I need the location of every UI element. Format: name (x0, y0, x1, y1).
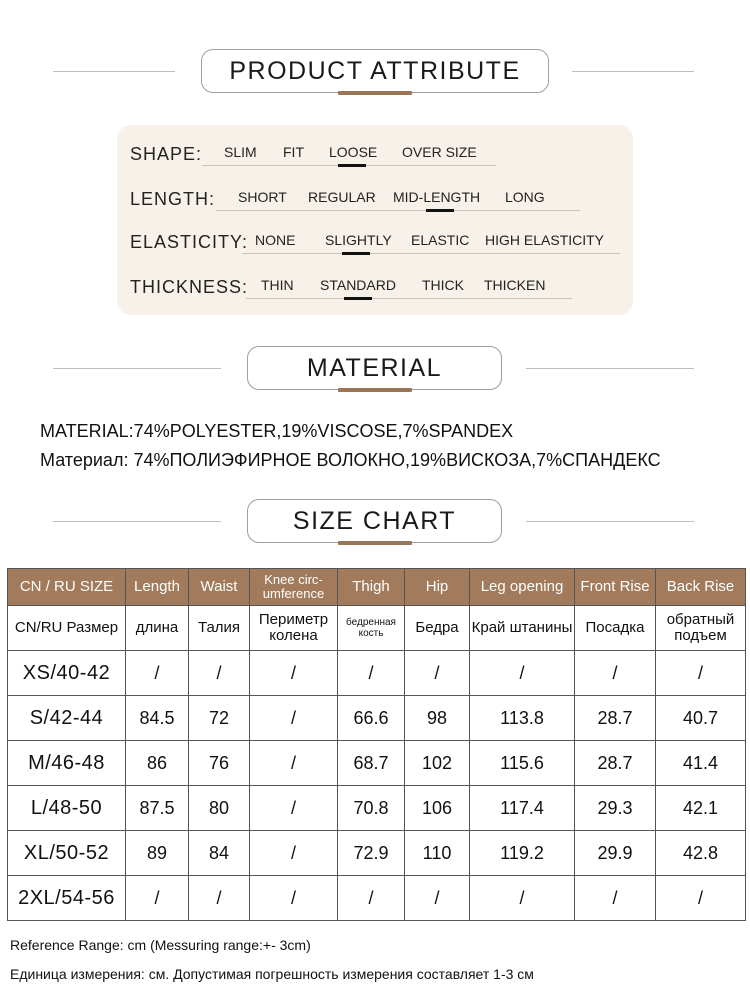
table-row (8, 651, 746, 696)
size-chart-header (0, 499, 750, 543)
divider-left (53, 368, 221, 369)
attribute-option: LONG (505, 189, 545, 205)
table-row (8, 831, 746, 876)
header-cell: Waist (189, 569, 250, 606)
subheader-cell: Посадка (575, 606, 656, 651)
subheader-cell: обратный подъем (656, 606, 746, 651)
header-cell: Hip (405, 569, 470, 606)
table-cell: 68.7 (338, 741, 405, 786)
divider-right (526, 521, 694, 522)
header-cell: Back Rise (656, 569, 746, 606)
attribute-option-selected: MID-LENGTH (393, 189, 481, 205)
attribute-rule (242, 253, 620, 254)
table-row (8, 741, 746, 786)
table-cell: / (338, 876, 405, 921)
material-title-text: MATERIAL (306, 353, 443, 382)
attribute-label: THICKNESS: (130, 277, 249, 297)
attribute-rule (246, 298, 572, 299)
table-cell: 98 (405, 696, 470, 741)
attribute-option: THIN (261, 277, 294, 293)
title-accent (338, 91, 412, 95)
table-cell: 28.7 (575, 741, 656, 786)
table-cell: 42.1 (656, 786, 746, 831)
subheader-cell: Бедра (405, 606, 470, 651)
subheader-cell: длина (126, 606, 189, 651)
attribute-label: SHAPE: (130, 144, 203, 164)
size-chart-table (7, 568, 746, 921)
table-cell: / (189, 651, 250, 696)
size-cell: XL/50-52 (8, 831, 126, 876)
header-cell: Thigh (338, 569, 405, 606)
table-cell: / (470, 651, 575, 696)
table-subheader-row (8, 606, 746, 651)
table-cell: / (126, 876, 189, 921)
table-cell: / (250, 741, 338, 786)
attribute-option: ELASTIC (411, 232, 470, 248)
table-cell: 28.7 (575, 696, 656, 741)
table-cell: / (575, 876, 656, 921)
table-cell: 66.6 (338, 696, 405, 741)
attribute-option: HIGH ELASTICITY (485, 232, 605, 248)
attribute-row-elasticity (130, 226, 630, 256)
divider-right (526, 368, 694, 369)
size-chart-title (247, 499, 502, 543)
product-attribute-title-text: PRODUCT ATTRIBUTE (229, 56, 521, 85)
attribute-option: THICKEN (484, 277, 546, 293)
table-cell: 80 (189, 786, 250, 831)
table-cell: / (338, 651, 405, 696)
attribute-row-length (130, 183, 630, 213)
size-cell: 2XL/54-56 (8, 876, 126, 921)
header-cell: CN / RU SIZE (8, 569, 126, 606)
table-header-row (8, 569, 746, 606)
table-cell: 110 (405, 831, 470, 876)
divider-right (572, 71, 694, 72)
product-attribute-header (0, 49, 750, 93)
table-cell: / (250, 876, 338, 921)
table-cell: 40.7 (656, 696, 746, 741)
size-cell: L/48-50 (8, 786, 126, 831)
size-cell: S/42-44 (8, 696, 126, 741)
attribute-option-selected: STANDARD (320, 277, 396, 293)
table-cell: / (405, 876, 470, 921)
attribute-option: NONE (255, 232, 296, 248)
table-cell: 117.4 (470, 786, 575, 831)
table-cell: / (656, 651, 746, 696)
selected-marker (344, 297, 372, 300)
material-header (0, 346, 750, 390)
table-cell: / (250, 786, 338, 831)
attribute-label: LENGTH: (130, 189, 216, 209)
subheader-cell: CN/RU Размер (8, 606, 126, 651)
table-cell: / (189, 876, 250, 921)
table-cell: 41.4 (656, 741, 746, 786)
table-row (8, 876, 746, 921)
attribute-panel (117, 125, 633, 315)
header-cell: Leg opening (470, 569, 575, 606)
attribute-option-selected: LOOSE (329, 144, 378, 160)
material-english: MATERIAL:74%POLYESTER,19%VISCOSE,7%SPANDEX (40, 421, 514, 441)
table-cell: 70.8 (338, 786, 405, 831)
material-title (247, 346, 502, 390)
table-cell: 106 (405, 786, 470, 831)
subheader-cell: бедренная кость (338, 606, 405, 651)
header-cell: Length (126, 569, 189, 606)
table-cell: 86 (126, 741, 189, 786)
selected-marker (426, 209, 454, 212)
attribute-option-selected: SLIGHTLY (325, 232, 392, 248)
attribute-option: OVER SIZE (402, 144, 477, 160)
title-accent (338, 541, 412, 545)
header-cell: Front Rise (575, 569, 656, 606)
table-cell: 89 (126, 831, 189, 876)
table-cell: / (250, 831, 338, 876)
attribute-option: THICK (422, 277, 464, 293)
header-cell: Knee circ-umference (250, 569, 338, 606)
table-cell: / (470, 876, 575, 921)
table-cell: 42.8 (656, 831, 746, 876)
attribute-row-shape (130, 138, 630, 168)
size-cell: M/46-48 (8, 741, 126, 786)
attribute-label: ELASTICITY: (130, 232, 249, 252)
product-attribute-title (201, 49, 549, 93)
table-cell: / (250, 696, 338, 741)
subheader-cell: Талия (189, 606, 250, 651)
material-russian: Материал: 74%ПОЛИЭФИРНОЕ ВОЛОКНО,19%ВИСКОЗА,7%СПАНДЕКС (40, 450, 661, 470)
table-cell: 76 (189, 741, 250, 786)
table-cell: / (250, 651, 338, 696)
size-chart-title-text: SIZE CHART (292, 506, 457, 535)
table-cell: 72 (189, 696, 250, 741)
table-row (8, 786, 746, 831)
table-cell: / (575, 651, 656, 696)
subheader-cell: Периметр колена (250, 606, 338, 651)
table-cell: 115.6 (470, 741, 575, 786)
table-cell: 29.3 (575, 786, 656, 831)
subheader-cell: Край штанины (470, 606, 575, 651)
table-cell: 29.9 (575, 831, 656, 876)
table-cell: 113.8 (470, 696, 575, 741)
selected-marker (342, 252, 370, 255)
table-cell: / (126, 651, 189, 696)
attribute-option: FIT (283, 144, 304, 160)
size-cell: XS/40-42 (8, 651, 126, 696)
attribute-rule (216, 210, 580, 211)
divider-left (53, 71, 175, 72)
table-cell: 72.9 (338, 831, 405, 876)
table-row (8, 696, 746, 741)
selected-marker (338, 164, 366, 167)
table-cell: 87.5 (126, 786, 189, 831)
attribute-row-thickness (130, 271, 630, 301)
table-cell: 102 (405, 741, 470, 786)
attribute-option: REGULAR (308, 189, 376, 205)
attribute-option: SHORT (238, 189, 287, 205)
table-cell: 119.2 (470, 831, 575, 876)
footnote-russian: Единица измерения: см. Допустимая погрешность измерения составляет 1-3 см (10, 966, 534, 982)
title-accent (338, 388, 412, 392)
table-cell: 84 (189, 831, 250, 876)
table-cell: / (405, 651, 470, 696)
attribute-option: SLIM (224, 144, 257, 160)
divider-left (53, 521, 221, 522)
footnote-english: Reference Range: cm (Messuring range:+- 3cm) (10, 937, 311, 953)
table-cell: 84.5 (126, 696, 189, 741)
table-cell: / (656, 876, 746, 921)
